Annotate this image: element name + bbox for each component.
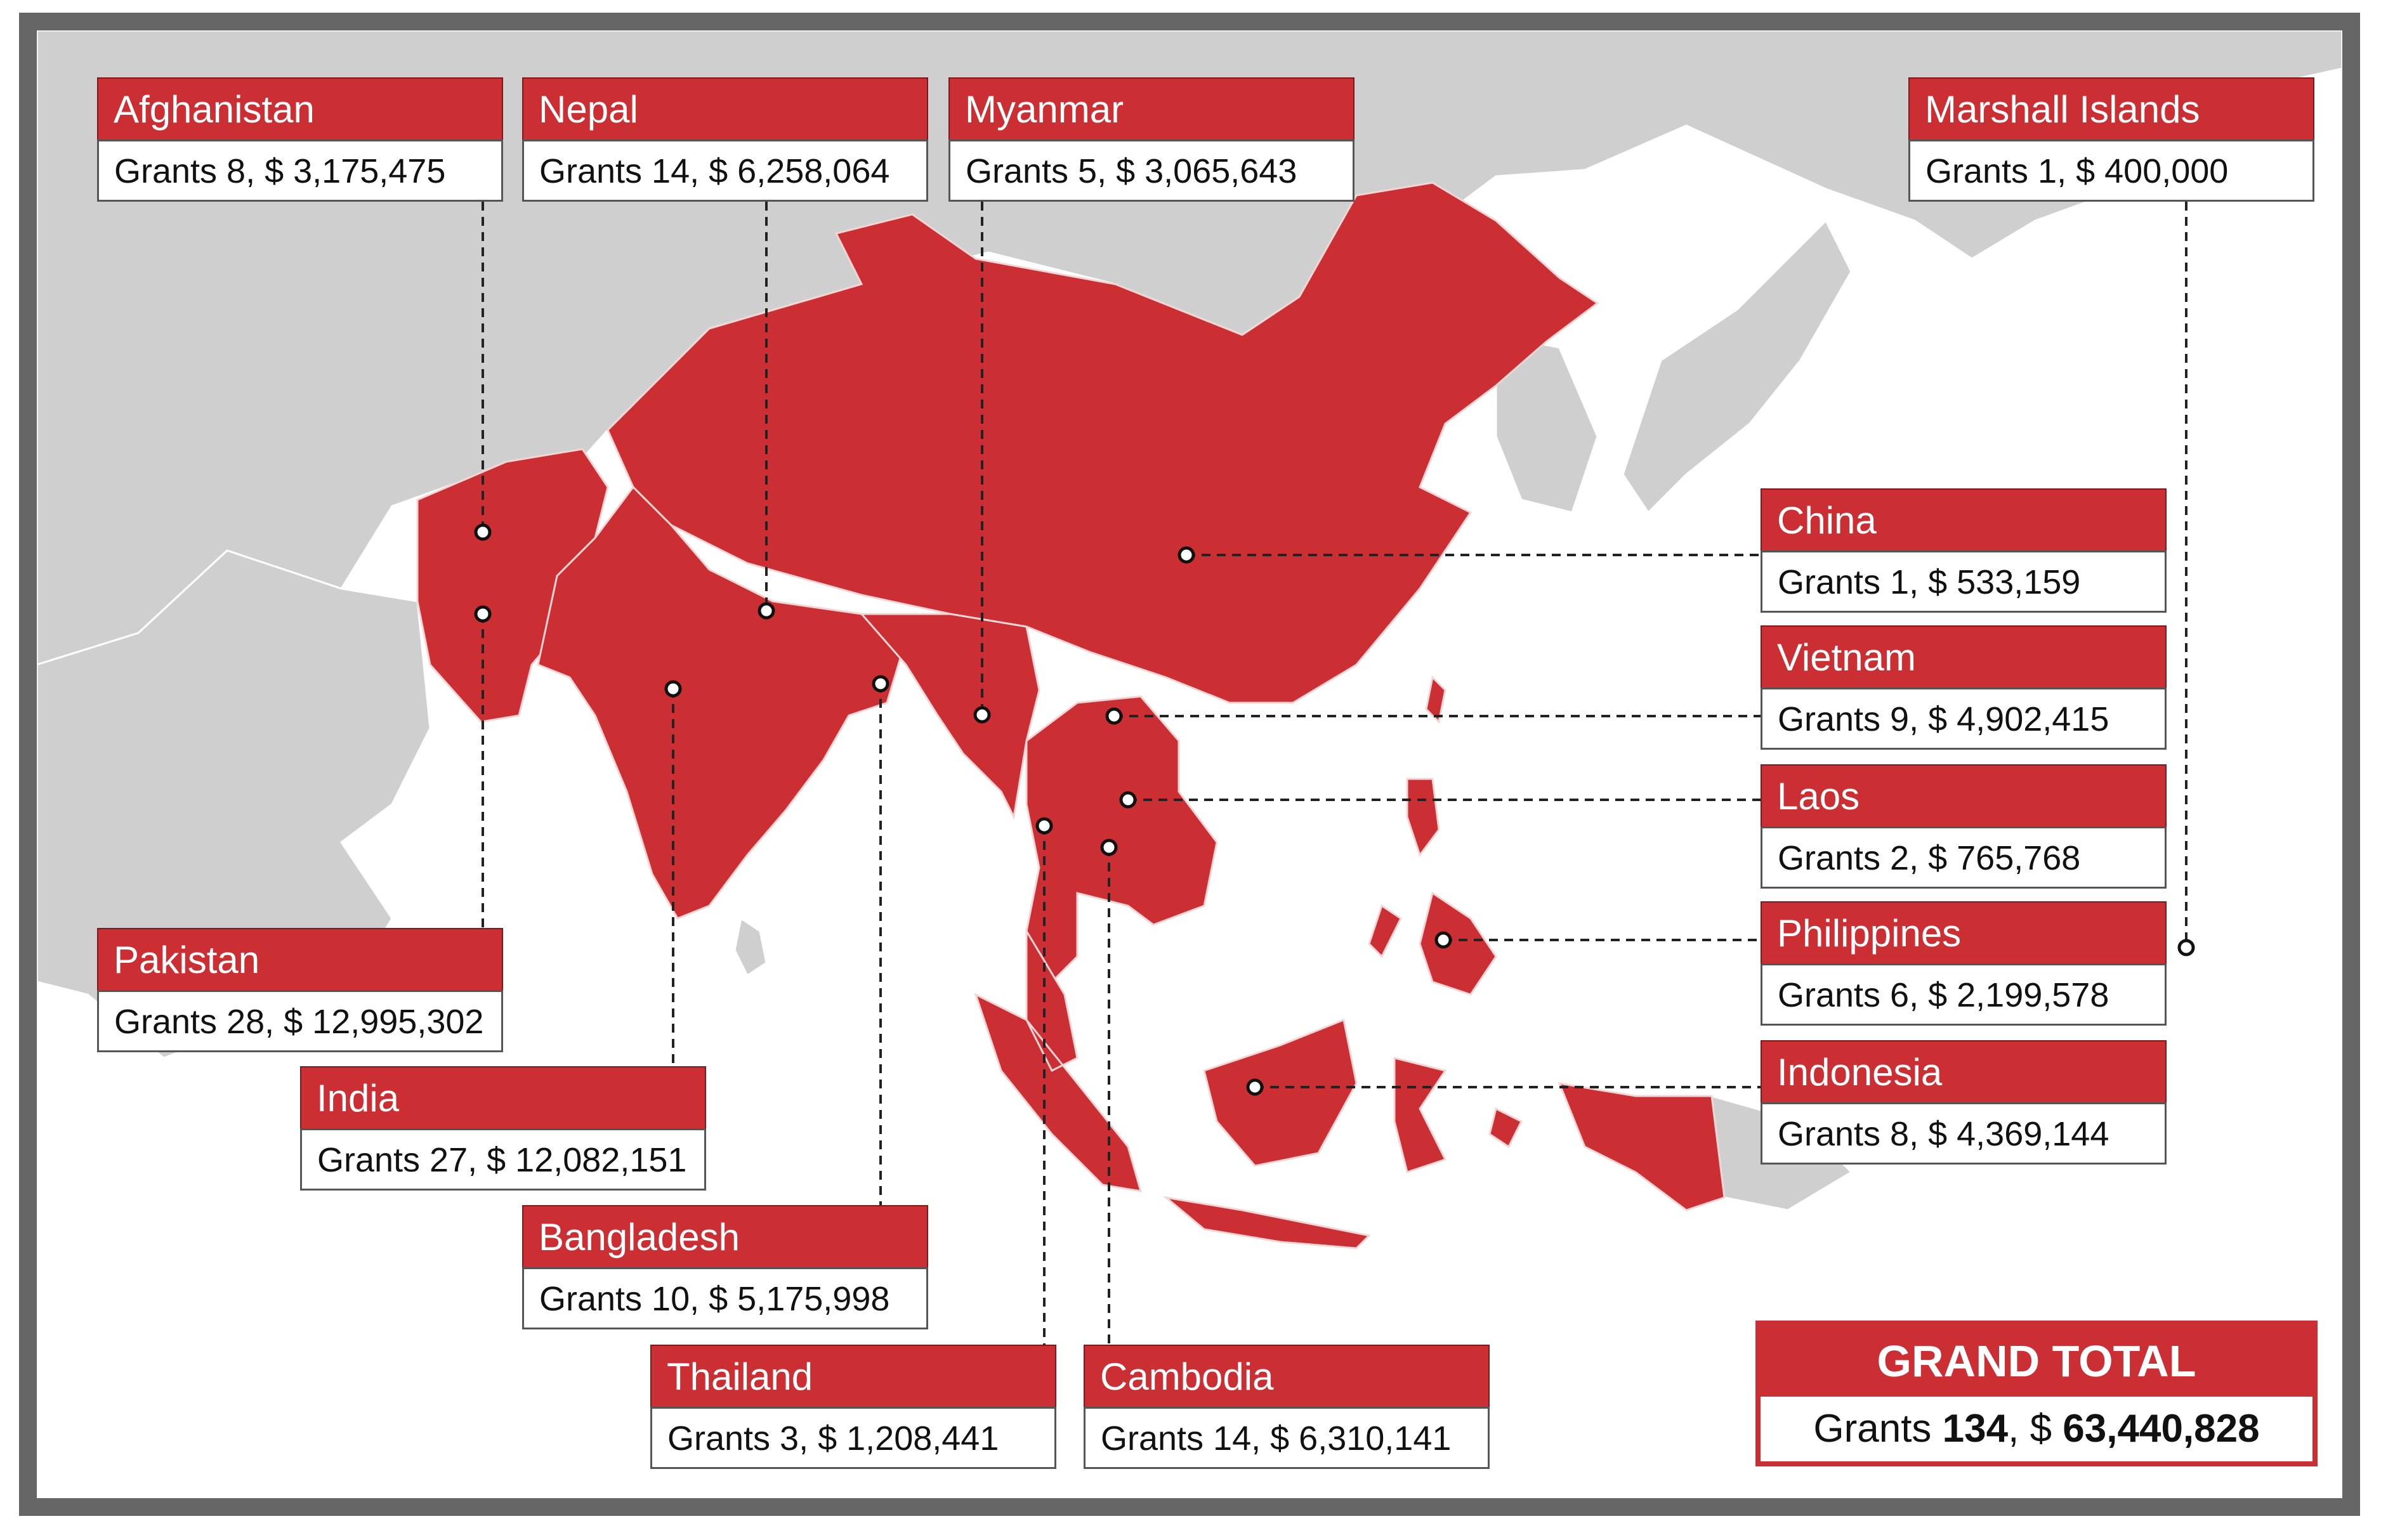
marker-china [1179, 548, 1193, 562]
label-china [1761, 488, 2167, 613]
grand-total-title: GRAND TOTAL [1761, 1326, 2312, 1397]
country-grants: Grants 9, $ 4,902,415 [1761, 688, 2167, 750]
country-name: Pakistan [97, 928, 503, 990]
country-grants: Grants 10, $ 5,175,998 [522, 1267, 928, 1329]
grand-total-grants-prefix: Grants [1813, 1407, 1943, 1451]
label-marshall-islands [1908, 77, 2314, 202]
country-grants: Grants 1, $ 400,000 [1908, 140, 2314, 202]
grand-total-box [1755, 1321, 2318, 1466]
grand-total-amount-prefix: , $ [2008, 1407, 2063, 1451]
marker-afghanistan [476, 525, 490, 539]
label-bangladesh [522, 1205, 928, 1329]
country-name: Afghanistan [97, 77, 503, 140]
grand-total-value [1761, 1397, 2312, 1461]
marker-pakistan [476, 607, 490, 621]
marker-india [666, 682, 680, 696]
region-papua [1559, 1083, 1724, 1210]
map-frame [19, 13, 2360, 1516]
country-grants: Grants 8, $ 3,175,475 [97, 140, 503, 202]
country-name: Laos [1761, 764, 2167, 826]
region-myanmar-bangladesh [862, 614, 1039, 817]
label-pakistan [97, 928, 503, 1052]
country-grants: Grants 6, $ 2,199,578 [1761, 963, 2167, 1026]
country-name: Myanmar [948, 77, 1354, 140]
country-grants: Grants 2, $ 765,768 [1761, 826, 2167, 889]
country-name: India [300, 1066, 706, 1128]
marker-cambodia [1102, 840, 1116, 854]
land-korea-japan [1496, 221, 1851, 512]
marker-laos [1121, 793, 1135, 807]
region-mainland-southeast-asia [1027, 696, 1217, 982]
label-thailand [650, 1345, 1056, 1469]
grand-total-amount: 63,440,828 [2063, 1407, 2260, 1451]
country-grants: Grants 14, $ 6,310,141 [1084, 1407, 1490, 1469]
label-indonesia [1761, 1040, 2167, 1165]
country-grants: Grants 1, $ 533,159 [1761, 551, 2167, 613]
marker-indonesia [1248, 1080, 1262, 1094]
country-name: Thailand [650, 1345, 1056, 1407]
country-grants: Grants 28, $ 12,995,302 [97, 990, 503, 1052]
region-sulawesi-maluku [1394, 1058, 1521, 1172]
country-grants: Grants 8, $ 4,369,144 [1761, 1102, 2167, 1165]
label-afghanistan [97, 77, 503, 202]
country-name: Bangladesh [522, 1205, 928, 1267]
marker-nepal [759, 604, 773, 618]
country-grants: Grants 14, $ 6,258,064 [522, 140, 928, 202]
country-grants: Grants 27, $ 12,082,151 [300, 1128, 706, 1191]
country-name: Nepal [522, 77, 928, 140]
marker-myanmar [975, 708, 989, 722]
marker-philippines [1436, 933, 1450, 947]
marker-marshall-islands [2179, 941, 2193, 955]
country-name: China [1761, 488, 2167, 551]
country-grants: Grants 3, $ 1,208,441 [650, 1407, 1056, 1469]
country-name: Vietnam [1761, 625, 2167, 688]
grand-total-grants-count: 134 [1942, 1407, 2009, 1451]
label-laos [1761, 764, 2167, 889]
label-vietnam [1761, 625, 2167, 750]
marker-bangladesh [874, 677, 888, 691]
label-myanmar [948, 77, 1354, 202]
country-grants: Grants 5, $ 3,065,643 [948, 140, 1354, 202]
land-sri-lanka [735, 918, 766, 976]
region-java [1166, 1197, 1369, 1248]
region-borneo [1204, 1020, 1356, 1166]
country-name: Marshall Islands [1908, 77, 2314, 140]
label-philippines [1761, 901, 2167, 1026]
label-nepal [522, 77, 928, 202]
marker-thailand [1037, 819, 1051, 833]
country-name: Indonesia [1761, 1040, 2167, 1102]
country-name: Philippines [1761, 901, 2167, 963]
label-india [300, 1066, 706, 1191]
marker-vietnam [1107, 709, 1121, 723]
label-cambodia [1084, 1345, 1490, 1469]
country-name: Cambodia [1084, 1345, 1490, 1407]
region-philippines [1369, 779, 1496, 995]
